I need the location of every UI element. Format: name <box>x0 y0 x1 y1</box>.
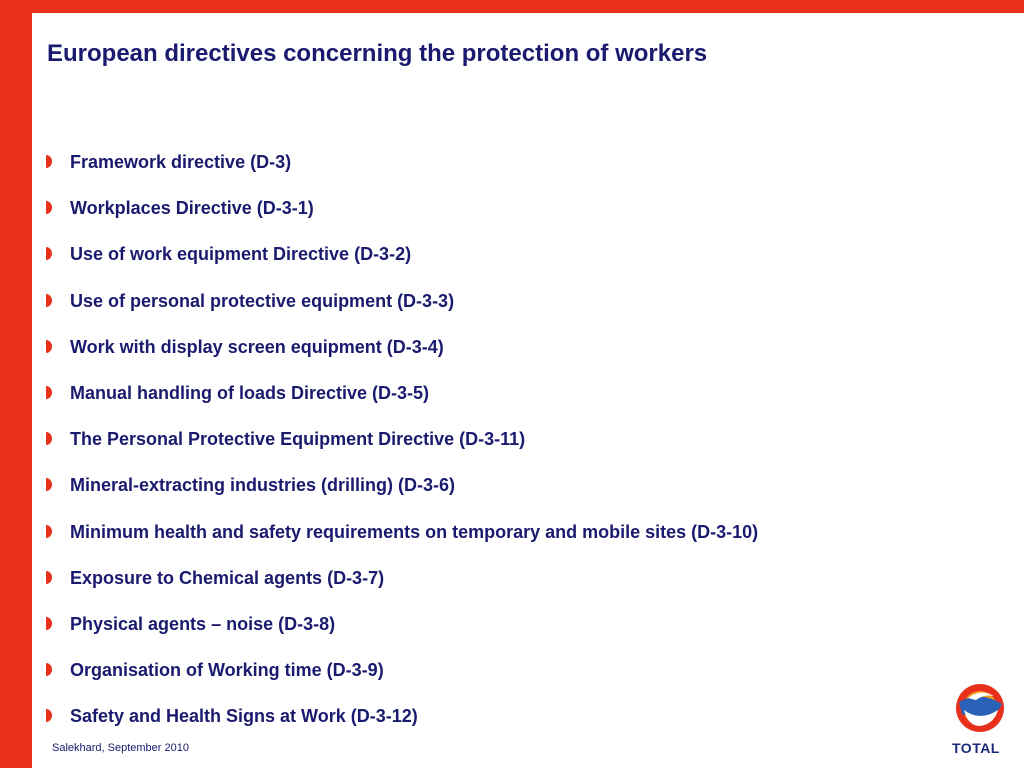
list-item <box>46 381 758 427</box>
list-item-label: Mineral-extracting industries (drilling) (D-3-6) <box>70 475 456 496</box>
list-item <box>46 566 758 612</box>
slide-title: European directives concerning the protection of workers <box>47 40 708 67</box>
top-accent-bar <box>0 0 1024 13</box>
directive-list <box>46 150 758 750</box>
logo-wordmark: TOTAL <box>952 740 1000 756</box>
list-item <box>46 335 758 381</box>
list-item-label: Use of personal protective equipment (D-3-3) <box>70 290 455 311</box>
list-item-label: Safety and Health Signs at Work (D-3-12) <box>70 706 418 727</box>
list-item <box>46 473 758 519</box>
half-circle-bullet-icon <box>46 663 52 676</box>
half-circle-bullet-icon <box>46 432 52 445</box>
list-item-label: Workplaces Directive (D-3-1) <box>70 198 314 219</box>
half-circle-bullet-icon <box>46 709 52 722</box>
list-item-label: Framework directive (D-3) <box>70 152 292 172</box>
list-item-label: Organisation of Working time (D-3-9) <box>70 660 384 681</box>
list-item <box>46 520 758 566</box>
list-item <box>46 427 758 473</box>
half-circle-bullet-icon <box>46 525 52 538</box>
half-circle-bullet-icon <box>46 294 52 307</box>
list-item-label: Minimum health and safety requirements on temporary and mobile sites (D-3-10) <box>70 521 759 542</box>
list-item <box>46 150 758 196</box>
footer-text: Salekhard, September 2010 <box>52 742 189 754</box>
left-accent-bar <box>0 0 32 768</box>
list-item <box>46 658 758 704</box>
list-item <box>46 612 758 658</box>
half-circle-bullet-icon <box>46 617 52 630</box>
list-item-label: Physical agents – noise (D-3-8) <box>70 613 336 634</box>
half-circle-bullet-icon <box>46 478 52 491</box>
list-item <box>46 289 758 335</box>
list-item-label: Manual handling of loads Directive (D-3-5) <box>70 382 430 403</box>
list-item-label: Work with display screen equipment (D-3-4) <box>70 336 444 357</box>
list-item-label: Use of work equipment Directive (D-3-2) <box>70 244 412 265</box>
list-item-label: Exposure to Chemical agents (D-3-7) <box>70 567 385 588</box>
half-circle-bullet-icon <box>46 340 52 353</box>
list-item-label: The Personal Protective Equipment Directive (D-3-11) <box>70 429 526 450</box>
half-circle-bullet-icon <box>46 571 52 584</box>
half-circle-bullet-icon <box>46 386 52 399</box>
half-circle-bullet-icon <box>46 201 52 214</box>
half-circle-bullet-icon <box>46 155 52 168</box>
list-item <box>46 196 758 242</box>
list-item <box>46 242 758 288</box>
half-circle-bullet-icon <box>46 247 52 260</box>
